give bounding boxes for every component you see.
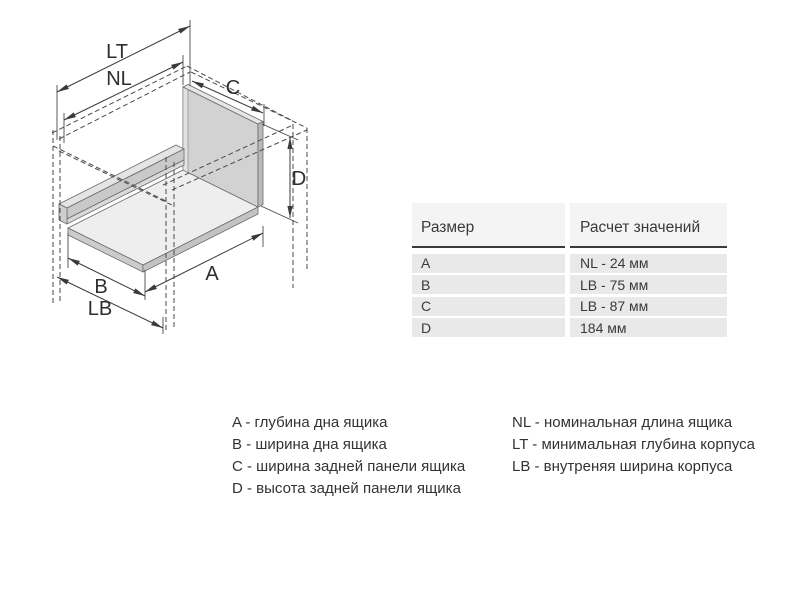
table-cell-dimension: A	[412, 254, 565, 273]
legend-cabinet-dimensions	[512, 412, 755, 478]
table-row	[412, 254, 727, 273]
table-cell-value: LB - 87 мм	[570, 297, 727, 316]
table-cell-value: NL - 24 мм	[570, 254, 727, 273]
table-row	[412, 275, 727, 294]
legend-drawer-dimensions	[232, 412, 465, 500]
size-table	[412, 203, 727, 340]
size-table-header-row	[412, 203, 727, 248]
table-cell-value: 184 мм	[570, 318, 727, 337]
legend-item: C - ширина задней панели ящика	[232, 458, 466, 475]
table-row	[412, 297, 727, 316]
table-cell-dimension: D	[412, 318, 565, 337]
table-cell-dimension: C	[412, 297, 565, 316]
dim-label-d: D	[291, 168, 307, 190]
legend-item: A - глубина дна ящика	[232, 414, 388, 431]
dim-label-lb: LB	[87, 298, 113, 320]
legend-item: NL - номинальная длина ящика	[512, 414, 733, 431]
table-cell-dimension: B	[412, 275, 565, 294]
legend-item: LT - минимальная глубина корпуса	[512, 436, 755, 453]
dim-label-b: B	[94, 276, 108, 298]
table-cell-value: LB - 75 мм	[570, 275, 727, 294]
size-table-header-dimension: Размер	[412, 203, 565, 248]
size-table-header-calculation: Расчет значений	[570, 203, 727, 248]
legend-item: D - высота задней панели ящика	[232, 480, 461, 497]
legend-item: LB - внутреняя ширина корпуса	[512, 458, 733, 475]
dim-label-nl: NL	[106, 68, 132, 90]
dim-label-c: C	[225, 77, 241, 99]
dim-label-lt: LT	[106, 41, 128, 63]
legend-item: B - ширина дна ящика	[232, 436, 387, 453]
drawer-dimension-diagram	[0, 0, 360, 360]
size-table-body	[412, 254, 727, 338]
dim-label-a: A	[205, 263, 219, 285]
table-row	[412, 318, 727, 337]
